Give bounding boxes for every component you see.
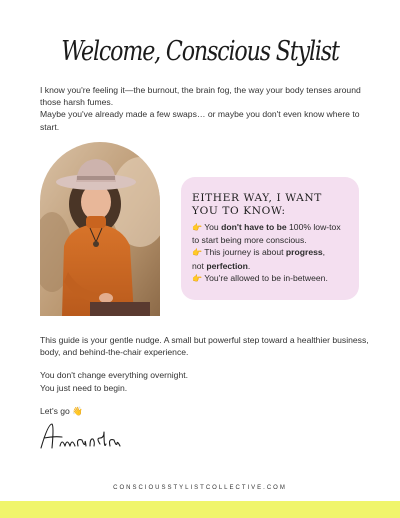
callout-item: 👉 You're allowed to be in-between. xyxy=(192,272,328,283)
body-paragraph-2: You don't change everything overnight. You just need to begin. xyxy=(40,370,189,393)
callout-title-line-1: EITHER WAY, I WANT xyxy=(192,192,322,204)
woman-in-hat-photo xyxy=(40,142,160,316)
pointing-hand-icon: 👉 xyxy=(192,273,202,283)
signature xyxy=(38,420,128,459)
page-title: Welcome, Conscious Stylist xyxy=(61,36,339,67)
body-paragraph-1: This guide is your gentle nudge. A small but powerful step toward a healthier business, body, and behind-the-chair experience. xyxy=(40,335,369,358)
callout-item: 👉 You don't have to be 100% low-tox to start being more conscious. xyxy=(192,222,341,246)
callout-title-line-2: YOU TO KNOW: xyxy=(192,205,286,217)
intro-line-2: Maybe you've already made a few swaps… or maybe you don't even know where to start. xyxy=(40,109,360,132)
footer-url: CONSCIOUSSTYLISTCOLLECTIVE.COM xyxy=(113,485,287,491)
lets-go-text: Let's go 👋 xyxy=(40,406,83,416)
pointing-hand-icon: 👉 xyxy=(192,223,202,232)
intro-text xyxy=(40,84,370,133)
waving-hand-icon: 👋 xyxy=(72,406,83,416)
bottom-color-bar xyxy=(0,501,400,518)
callout-item: 👉 This journey is about progress, not perfection. xyxy=(192,247,326,271)
pointing-hand-icon: 👉 xyxy=(192,248,202,258)
callout-box xyxy=(181,177,359,300)
intro-line-1: I know you're feeling it—the burnout, the brain fog, the way your body tenses around those harsh fumes. xyxy=(40,85,361,108)
callout-title xyxy=(192,192,349,218)
body-text xyxy=(40,334,370,405)
